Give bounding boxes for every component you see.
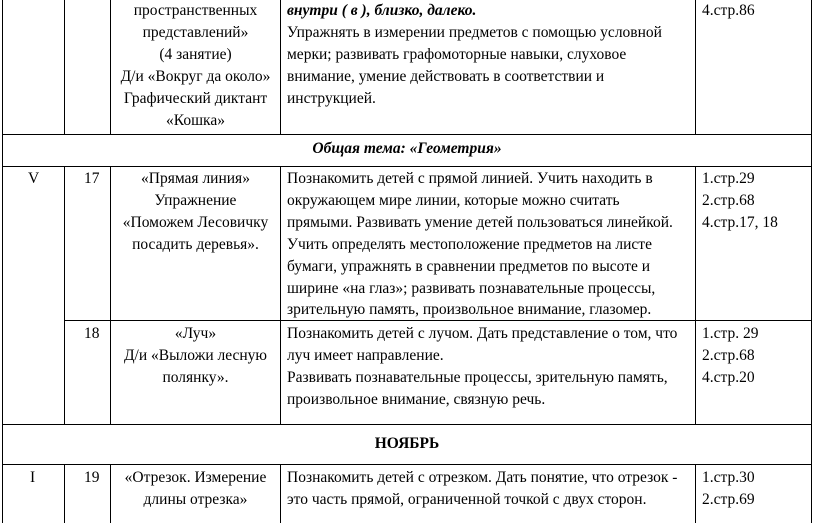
- column-divider: [280, 0, 281, 134]
- topic-line: «Поможем Лесовичку: [122, 214, 269, 231]
- reference: 1.стр.30: [702, 469, 755, 486]
- content-line: ширине «на глаз»; развивать познавательные процессы,: [287, 280, 656, 297]
- topic-line: посадить деревья».: [132, 236, 259, 253]
- lesson-number: 17: [84, 170, 100, 187]
- content-line: внимание, умение действовать в соответствии и: [287, 68, 605, 85]
- row-divider: [64, 320, 812, 321]
- topic-line: длины отрезка»: [143, 491, 248, 508]
- topic-line: представлений»: [142, 24, 249, 41]
- topic-line: «Отрезок. Измерение: [124, 469, 267, 486]
- column-divider: [695, 464, 696, 523]
- topic-line: (4 занятие): [159, 46, 232, 63]
- column-divider: [64, 0, 65, 134]
- content-line: инструкцией.: [287, 90, 376, 107]
- topic-line: «Кошка»: [166, 112, 225, 129]
- reference: 4.стр.17, 18: [702, 214, 778, 231]
- reference: 2.стр.68: [702, 347, 755, 364]
- content-line: произвольное внимание, связную речь.: [287, 391, 546, 408]
- content-line: зрительную память, произвольное внимание, глазомер.: [287, 301, 652, 318]
- topic-line: «Луч»: [174, 325, 217, 342]
- reference: 2.стр.68: [702, 192, 755, 209]
- content-line: мерки; развивать графомоторные навыки, слуховое: [287, 46, 627, 63]
- row-divider: [2, 464, 812, 465]
- content-line: бумаги, упражнять в сравнении предметов по высоте и: [287, 258, 651, 275]
- reference: 4.стр.20: [702, 369, 755, 386]
- content-line: Познакомить детей с прямой линией. Учить находить в: [287, 170, 653, 187]
- table-border-right: [811, 0, 812, 523]
- content-line: это часть прямой, ограниченной точкой с двух сторон.: [287, 491, 647, 508]
- week-number: V: [28, 170, 40, 187]
- column-divider: [64, 464, 65, 523]
- lesson-number: 18: [84, 325, 100, 342]
- row-divider: [2, 134, 812, 135]
- month-title: НОЯБРЬ: [374, 435, 440, 452]
- content-line: Учить определять местоположение предметов на листе: [287, 236, 652, 253]
- column-divider: [280, 166, 281, 424]
- topic-line: Д/и «Выложи лесную: [123, 347, 268, 364]
- content-line: Упражнять в измерении предметов с помощью условной: [287, 24, 662, 41]
- content-line: Развивать познавательные процессы, зрительную память,: [287, 369, 668, 386]
- content-line: Познакомить детей с отрезком. Дать понятие, что отрезок -: [287, 469, 678, 486]
- column-divider: [280, 464, 281, 523]
- week-number: I: [30, 469, 36, 486]
- lesson-number: 19: [84, 469, 100, 486]
- content-line: Познакомить детей с лучом. Дать представление о том, что: [287, 325, 678, 342]
- topic-line: полянку».: [162, 369, 229, 386]
- reference: 4.стр.86: [702, 2, 755, 19]
- content-line: луч имеет направление.: [287, 347, 444, 364]
- topic-line: Графический диктант: [123, 90, 268, 107]
- topic-line: «Прямая линия»: [141, 170, 250, 187]
- column-divider: [695, 166, 696, 424]
- column-divider: [695, 0, 696, 134]
- topic-line: пространственных: [133, 2, 258, 19]
- section-title: Общая тема: «Геометрия»: [312, 140, 502, 157]
- content-keywords: внутри ( в ), близко, далеко.: [287, 2, 477, 19]
- column-divider: [64, 166, 65, 424]
- reference: 1.стр. 29: [702, 325, 759, 342]
- topic-line: Д/и «Вокруг да около»: [120, 68, 271, 85]
- content-line: прямыми. Развивать умение детей пользоваться линейкой.: [287, 214, 673, 231]
- reference: 2.стр.69: [702, 491, 755, 508]
- topic-line: Упражнение: [154, 192, 237, 209]
- reference: 1.стр.29: [702, 170, 755, 187]
- content-line: окружающем мире линии, которые можно считать: [287, 192, 620, 209]
- row-divider: [2, 424, 812, 425]
- row-divider: [2, 166, 812, 167]
